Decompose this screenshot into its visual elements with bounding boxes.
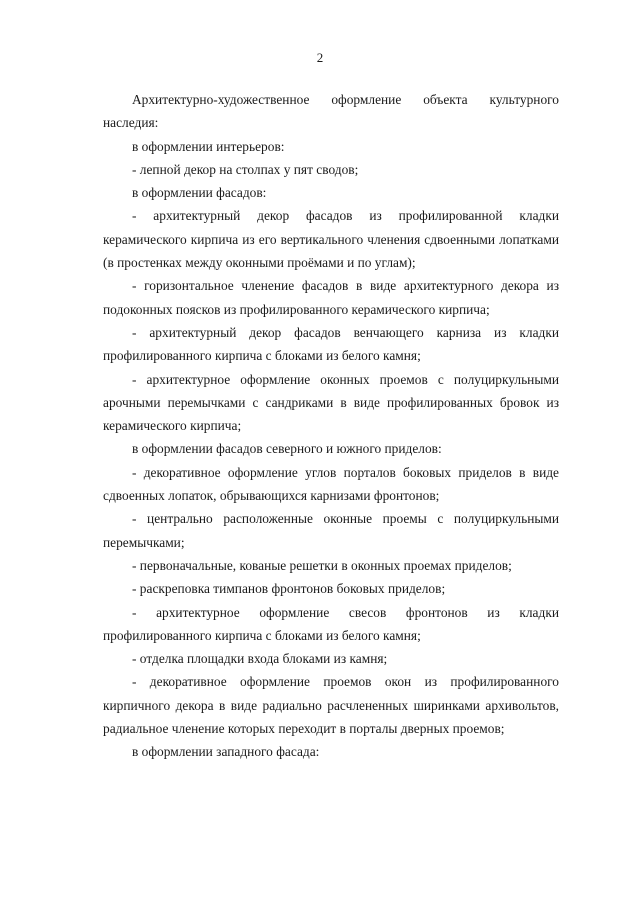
paragraph-facades-heading: в оформлении фасадов: — [132, 185, 267, 201]
paragraph-window-openings: - архитектурное оформление оконных проемов с полуциркульными арочными перемычками с сандриками в виде профилированных бровок из керамического кирпича; — [103, 371, 559, 434]
paragraph-tympanum: - раскреповка тимпанов фронтонов боковых приделов; — [132, 581, 446, 597]
paragraph-archivolts: - декоративное оформление проемов окон из профилированного кирпичного декора в виде радиально расчлененных ширинками архивольтов, радиальное членение которых переходит в порталы дверных проемов; — [103, 674, 559, 737]
paragraph-cornice-decor: - архитектурный декор фасадов венчающего карниза из кладки профилированного кирпича с блоками из белого камня; — [103, 324, 559, 364]
paragraph-entrance-platform: - отделка площадки входа блоками из камня; — [132, 651, 388, 667]
paragraph-central-windows: - центрально расположенные оконные проемы с полуциркульными перемычками; — [103, 511, 559, 550]
page-number: 2 — [316, 50, 324, 65]
paragraph-west-facade-heading: в оформлении западного фасада: — [132, 744, 320, 760]
paragraph-portal-corners: - декоративное оформление углов порталов боковых приделов в виде сдвоенных лопаток, обрывающихся карнизами фронтонов; — [103, 464, 559, 504]
document-body — [103, 88, 559, 764]
paragraph-horizontal-division: - горизонтальное членение фасадов в виде архитектурного декора из подоконных поясков из профилированного керамического кирпича; — [103, 278, 559, 317]
paragraph-interiors-heading: в оформлении интерьеров: — [132, 138, 285, 154]
paragraph-heritage-decoration-intro: Архитектурно-художественное оформление объекта культурного наследия: — [103, 92, 559, 131]
paragraph-side-chapels-heading: в оформлении фасадов северного и южного приделов: — [132, 441, 442, 457]
paragraph-facade-brick-decor: - архитектурный декор фасадов из профилированной кладки керамического кирпича из его вертикального членения сдвоенными лопатками (в простенках между оконными проёмами и по углам); — [103, 208, 559, 271]
paragraph-pediment-overhangs: - архитектурное оформление свесов фронтонов из кладки профилированного кирпича с блоками из белого камня; — [103, 604, 559, 643]
paragraph-wrought-grilles: - первоначальные, кованые решетки в оконных проемах приделов; — [132, 557, 512, 573]
paragraph-stucco-decor: - лепной декор на столпах у пят сводов; — [132, 161, 359, 177]
